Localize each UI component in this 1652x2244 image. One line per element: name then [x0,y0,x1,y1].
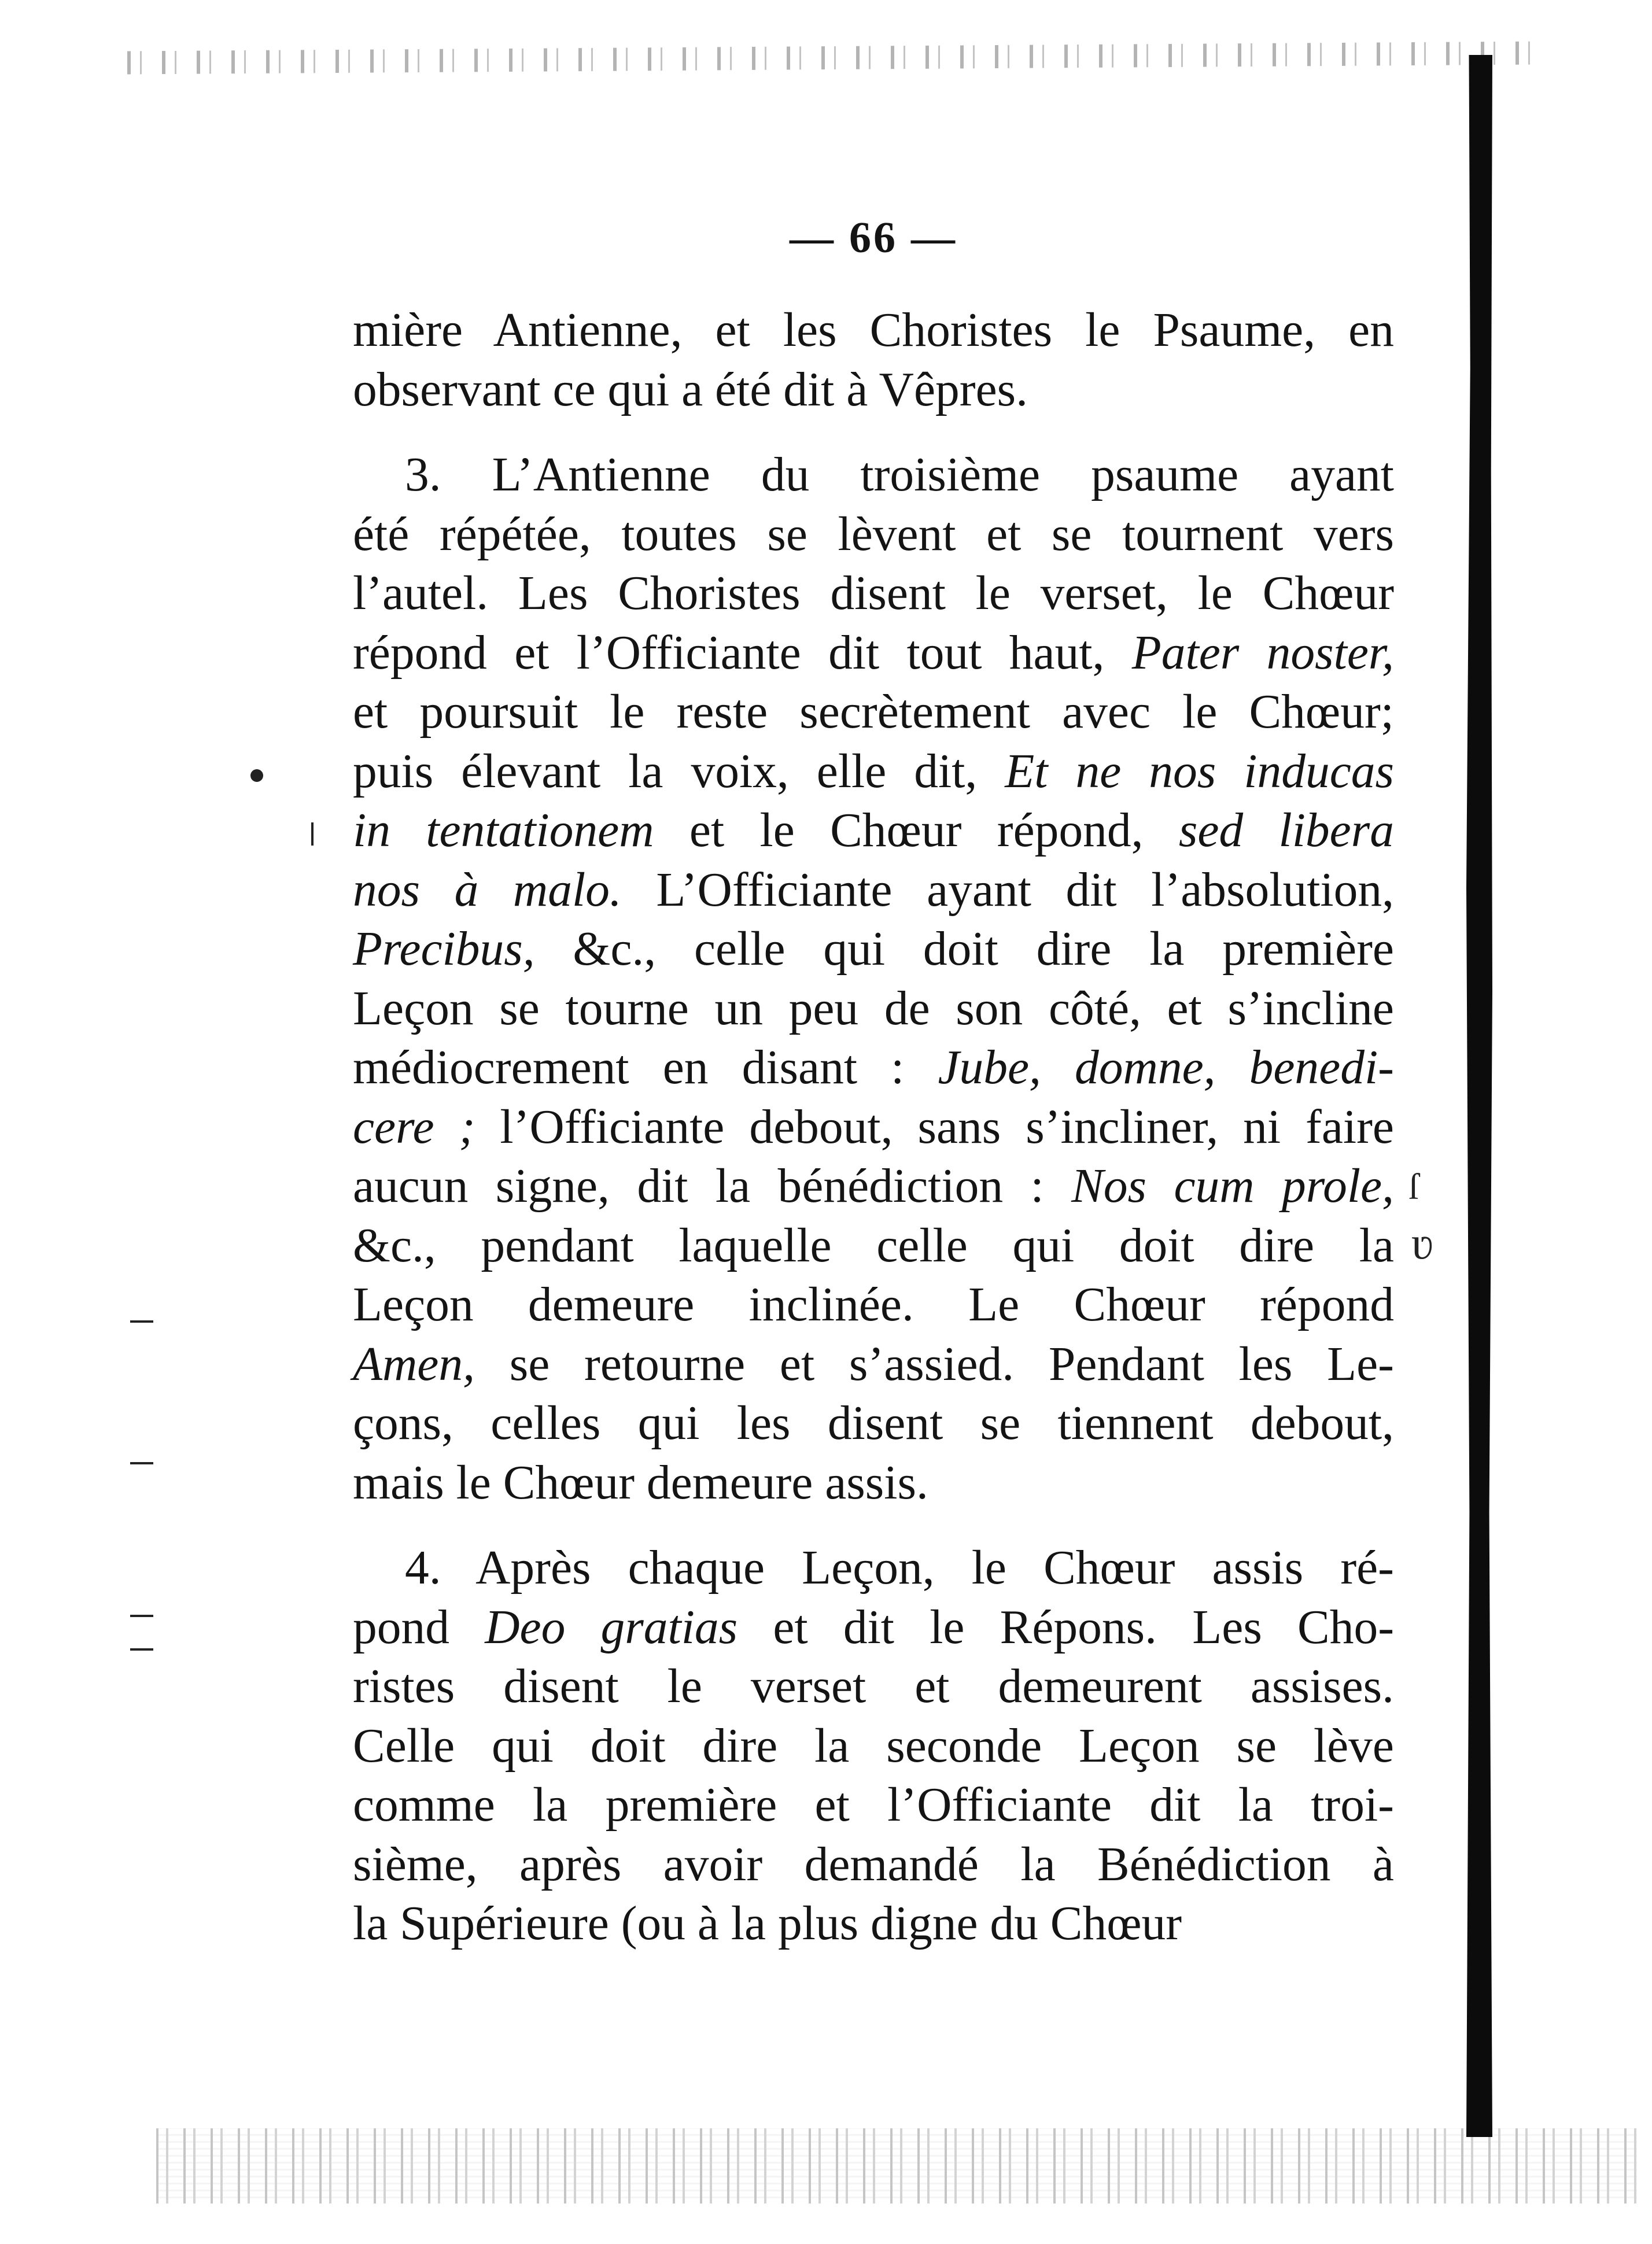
margin-dash [130,1320,153,1323]
text-run: ristes disent le verset et demeurent assises. [353,1660,1394,1713]
margin-dash [130,1648,153,1651]
margin-handwriting: ſ [1408,1166,1419,1207]
text-run: Leçon se tourne un peu de son côté, et s’incline [353,981,1394,1035]
italic-text: Jube, domne, benedi- [938,1041,1394,1094]
text-line [353,505,1394,564]
text-line [353,742,1394,802]
text-run: pond [353,1600,485,1654]
text-line [353,1216,1394,1276]
text-run: mière Antienne, et les Choristes le Psaume, en [353,304,1394,357]
body-text [353,301,1394,1954]
text-run: l’Officiante debout, sans s’incliner, ni faire [475,1100,1394,1154]
text-run: et le Chœur répond, [654,804,1179,857]
text-line [353,445,1394,505]
italic-text: Precibus, [353,922,535,976]
binding-shadow [1466,55,1492,2137]
paragraph-gap [353,419,1394,445]
italic-text: sed libera [1178,804,1394,857]
text-run: été répétée, toutes se lèvent et se tournent vers [353,507,1394,561]
italic-text: nos à malo. [353,863,622,917]
text-line [353,1717,1394,1776]
text-run: et dit le Répons. Les Cho- [738,1600,1395,1654]
text-run: &c., pendant laquelle celle qui doit dire la [353,1219,1394,1272]
text-line [353,1453,1394,1513]
text-run: et poursuit le reste secrètement avec le Chœur; [353,685,1394,739]
italic-text: in tentationem [353,804,654,857]
text-line [353,979,1394,1039]
text-run: çons, celles qui les disent se tiennent debout, [353,1397,1394,1450]
text-line [353,1776,1394,1835]
text-run: 3. L’Antienne du troisième psaume ayant [405,448,1394,501]
text-run: Celle qui doit dire la seconde Leçon se lève [353,1719,1394,1773]
text-line [353,920,1394,979]
text-line [353,1275,1394,1335]
italic-text: Pater noster, [1131,626,1394,680]
ink-blot [250,769,263,782]
text-line [353,1335,1394,1394]
text-run: répond et l’Officiante dit tout haut, [353,626,1132,680]
text-run: sième, après avoir demandé la Bénédiction à [353,1837,1394,1891]
text-line [353,682,1394,742]
text-run: &c., celle qui doit dire la première [534,922,1394,976]
paragraph-gap [353,1512,1394,1538]
text-line [353,801,1394,861]
margin-tick [311,822,314,846]
page-number: — 66 — [790,213,957,262]
text-line [353,861,1394,920]
italic-text: Amen, [353,1337,475,1391]
text-run: aucun signe, dit la bénédiction : [353,1160,1072,1213]
text-line [353,1538,1394,1598]
text-run: médiocrement en disant : [353,1041,938,1094]
text-run: la Supérieure (ou à la plus digne du Chœur [353,1897,1182,1950]
text-line [353,1894,1394,1954]
text-run: l’autel. Les Choristes disent le verset, le Chœur [353,567,1394,620]
margin-dash [130,1615,153,1617]
text-line [353,360,1394,420]
text-line [353,1098,1394,1157]
margin-handwriting: ʋ [1411,1218,1433,1269]
text-line [353,1657,1394,1717]
text-run: L’Officiante ayant dit l’absolution, [621,863,1395,917]
text-run: 4. Après chaque Leçon, le Chœur assis ré- [405,1541,1394,1595]
margin-dash [130,1462,153,1464]
text-run: puis élevant la voix, elle dit, [353,744,1005,798]
text-run: se retourne et s’assied. Pendant les Le- [475,1337,1394,1391]
text-run: observant ce qui a été dit à Vêpres. [353,363,1028,416]
text-line [353,1394,1394,1453]
text-line [353,1835,1394,1895]
italic-text: cere ; [353,1100,475,1154]
text-line [353,1038,1394,1098]
text-line [353,1598,1394,1658]
text-line [353,301,1394,360]
scan-noise-top [127,41,1539,74]
text-run: comme la première et l’Officiante dit la troi- [353,1778,1394,1832]
text-line [353,1157,1394,1216]
italic-text: Nos cum prole, [1071,1160,1394,1213]
scan-noise-bottom [156,2128,1637,2204]
text-line [353,564,1394,623]
text-run: mais le Chœur demeure assis. [353,1456,928,1509]
text-line [353,623,1394,683]
text-run: Leçon demeure inclinée. Le Chœur répond [353,1278,1394,1331]
italic-text: Et ne nos inducas [1005,744,1395,798]
italic-text: Deo gratias [485,1600,738,1654]
